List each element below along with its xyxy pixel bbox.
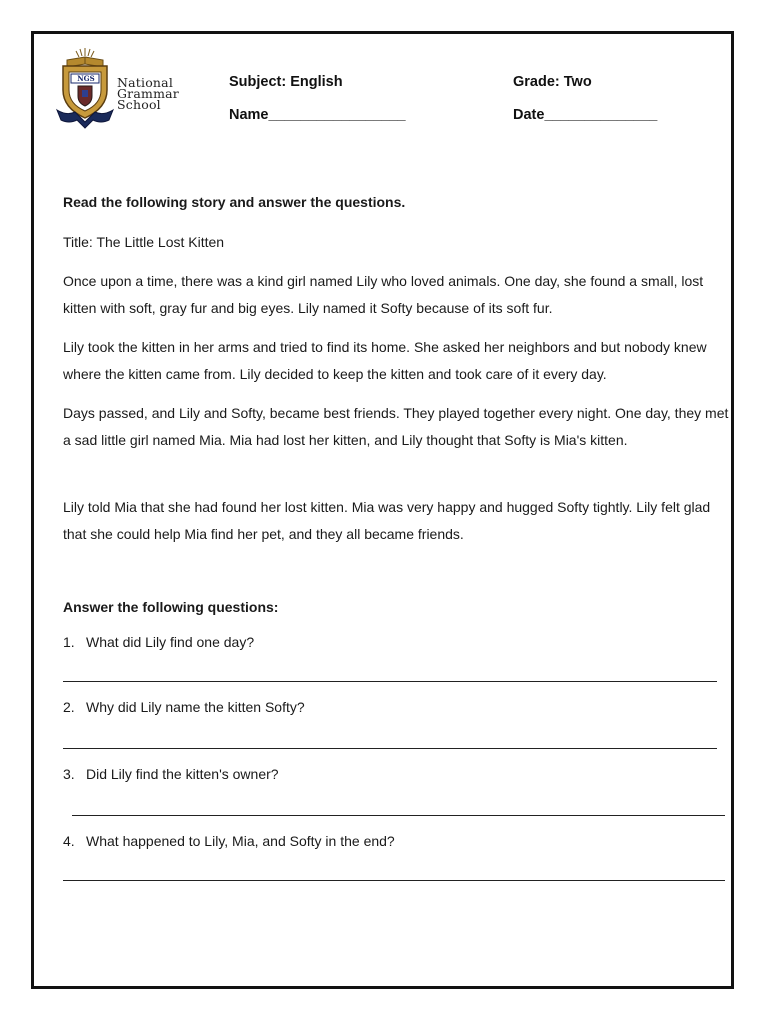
- name-label: Name: [229, 107, 269, 123]
- question-4: [63, 833, 395, 849]
- question-2: [63, 699, 305, 715]
- question-text: Why did Lily name the kitten Softy?: [86, 699, 305, 715]
- instructions-heading: Read the following story and answer the questions.: [63, 194, 406, 210]
- story-paragraph: Days passed, and Lily and Softy, became best friends. They played together every night. One day, they met a sad little girl named Mia. Mia had lost her kitten, and Lily thought that Softy is Mia's kitten.: [63, 405, 729, 448]
- story-paragraph: Lily took the kitten in her arms and tried to find its home. She asked her neighbors and but nobody knew where the kitten came from. Lily decided to keep the kitten and took care of it every day.: [63, 339, 707, 382]
- question-text: Did Lily find the kitten's owner?: [86, 766, 279, 782]
- date-field[interactable]: [513, 107, 657, 123]
- question-3: [63, 766, 279, 782]
- name-blank[interactable]: _________________: [268, 107, 406, 123]
- logo-abbreviation: NGS: [77, 74, 95, 83]
- question-number: 4.: [63, 833, 75, 849]
- answer-line-2[interactable]: [63, 748, 717, 749]
- school-crest-icon: [55, 46, 115, 132]
- school-logo: [55, 46, 185, 132]
- question-number: 1.: [63, 634, 75, 650]
- story-title: Title: The Little Lost Kitten: [63, 234, 225, 250]
- story-paragraph: Lily told Mia that she had found her lost kitten. Mia was very happy and hugged Softy tightly. Lily felt glad that she could help Mia find her pet, and they all became friends.: [63, 499, 711, 542]
- school-name-line-1: National: [117, 75, 174, 90]
- answer-line-3[interactable]: [72, 815, 725, 816]
- subject-label: Subject: English: [229, 74, 343, 90]
- school-name: [117, 77, 179, 110]
- school-name-line-3: School: [117, 97, 161, 112]
- school-name-line-2: Grammar: [117, 86, 179, 101]
- questions-heading: Answer the following questions:: [63, 599, 279, 615]
- date-blank[interactable]: ______________: [544, 107, 658, 123]
- question-1: [63, 634, 254, 650]
- answer-line-1[interactable]: [63, 681, 717, 682]
- name-field[interactable]: [229, 107, 406, 123]
- story-paragraph: Once upon a time, there was a kind girl named Lily who loved animals. One day, she found a small, lost kitten with soft, gray fur and big eyes. Lily named it Softy because of its soft fur.: [63, 273, 704, 316]
- answer-line-4[interactable]: [63, 880, 725, 881]
- date-label: Date: [513, 107, 545, 123]
- question-number: 2.: [63, 699, 75, 715]
- question-number: 3.: [63, 766, 75, 782]
- question-text: What happened to Lily, Mia, and Softy in the end?: [86, 833, 395, 849]
- question-text: What did Lily find one day?: [86, 634, 255, 650]
- grade-label: Grade: Two: [513, 74, 592, 90]
